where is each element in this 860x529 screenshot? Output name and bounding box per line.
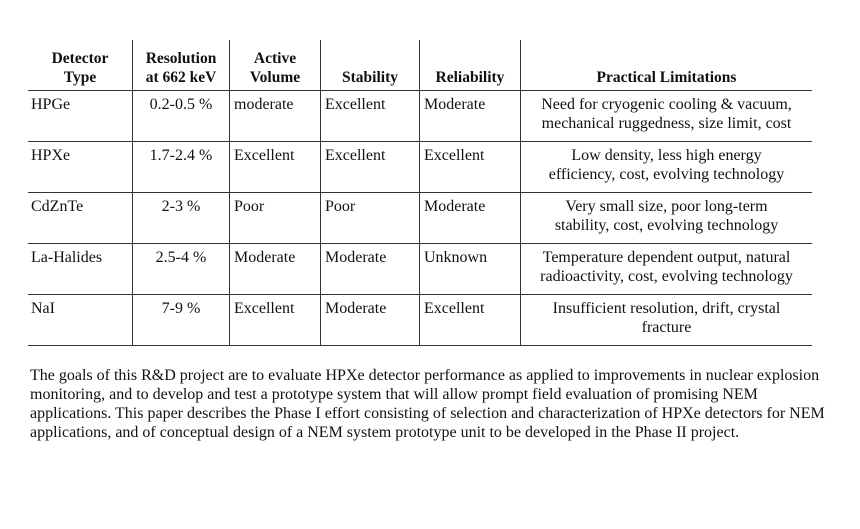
- header-detector-type: [28, 40, 133, 91]
- cell-practical-limitations: [521, 244, 813, 295]
- table-row: [28, 295, 812, 346]
- cell-practical-limitations: [521, 193, 813, 244]
- header-line: Stability: [342, 69, 398, 86]
- cell-active-volume: Excellent: [230, 142, 321, 193]
- cell-active-volume: Excellent: [230, 295, 321, 346]
- cell-reliability: Unknown: [420, 244, 521, 295]
- limitation-line: Low density, less high energy: [571, 147, 762, 164]
- limitation-line: mechanical ruggedness, size limit, cost: [541, 115, 792, 132]
- limitation-line: Need for cryogenic cooling & vacuum,: [541, 96, 792, 113]
- limitation-line: radioactivity, cost, evolving technology: [540, 268, 793, 285]
- header-reliability: [420, 40, 521, 91]
- header-line: at 662 keV: [145, 69, 217, 86]
- cell-stability: Excellent: [321, 142, 420, 193]
- header-line: Resolution: [145, 50, 217, 67]
- cell-reliability: Moderate: [420, 193, 521, 244]
- header-line: Detector: [51, 50, 109, 67]
- cell-practical-limitations: [521, 91, 813, 142]
- header-active-volume: [230, 40, 321, 91]
- cell-resolution: 0.2-0.5 %: [133, 91, 230, 142]
- header-line: Reliability: [435, 69, 505, 86]
- cell-reliability: Excellent: [420, 142, 521, 193]
- header-line: Type: [63, 69, 97, 86]
- cell-detector-type: CdZnTe: [28, 193, 133, 244]
- cell-active-volume: Moderate: [230, 244, 321, 295]
- limitation-line: fracture: [641, 319, 692, 336]
- table-row: [28, 244, 812, 295]
- cell-reliability: Excellent: [420, 295, 521, 346]
- cell-resolution: 1.7-2.4 %: [133, 142, 230, 193]
- limitation-line: Insufficient resolution, drift, crystal: [552, 300, 781, 317]
- cell-stability: Moderate: [321, 244, 420, 295]
- limitation-line: Very small size, poor long-term: [565, 198, 768, 215]
- limitation-line: stability, cost, evolving technology: [554, 217, 779, 234]
- table-header-row: [28, 40, 812, 91]
- cell-practical-limitations: [521, 142, 813, 193]
- cell-stability: Moderate: [321, 295, 420, 346]
- cell-resolution: 2-3 %: [133, 193, 230, 244]
- cell-reliability: Moderate: [420, 91, 521, 142]
- table-row: [28, 91, 812, 142]
- table-row: [28, 142, 812, 193]
- header-line: Practical Limitations: [596, 69, 737, 86]
- cell-active-volume: moderate: [230, 91, 321, 142]
- limitation-line: efficiency, cost, evolving technology: [548, 166, 785, 183]
- cell-resolution: 2.5-4 %: [133, 244, 230, 295]
- detector-comparison-table: [28, 40, 812, 346]
- cell-stability: Excellent: [321, 91, 420, 142]
- cell-detector-type: NaI: [28, 295, 133, 346]
- cell-stability: Poor: [321, 193, 420, 244]
- header-practical-limitations: [521, 40, 813, 91]
- header-stability: [321, 40, 420, 91]
- cell-practical-limitations: [521, 295, 813, 346]
- header-line: Active: [253, 50, 297, 67]
- cell-detector-type: HPGe: [28, 91, 133, 142]
- body-paragraph: The goals of this R&D project are to evaluate HPXe detector performance as applied to improvements in nuclear explosion monitoring, and to develop and test a prototype system that will allow prompt field evaluation of promising NEM applications. This paper describes the Phase I effort consisting of selection and characterization of HPXe detectors for NEM applications, and of conceptual design of a NEM system prototype unit to be developed in the Phase II project.: [30, 367, 825, 441]
- table-row: [28, 193, 812, 244]
- header-line: Volume: [249, 69, 301, 86]
- cell-resolution: 7-9 %: [133, 295, 230, 346]
- cell-active-volume: Poor: [230, 193, 321, 244]
- header-resolution: [133, 40, 230, 91]
- cell-detector-type: La-Halides: [28, 244, 133, 295]
- cell-detector-type: HPXe: [28, 142, 133, 193]
- limitation-line: Temperature dependent output, natural: [542, 249, 791, 266]
